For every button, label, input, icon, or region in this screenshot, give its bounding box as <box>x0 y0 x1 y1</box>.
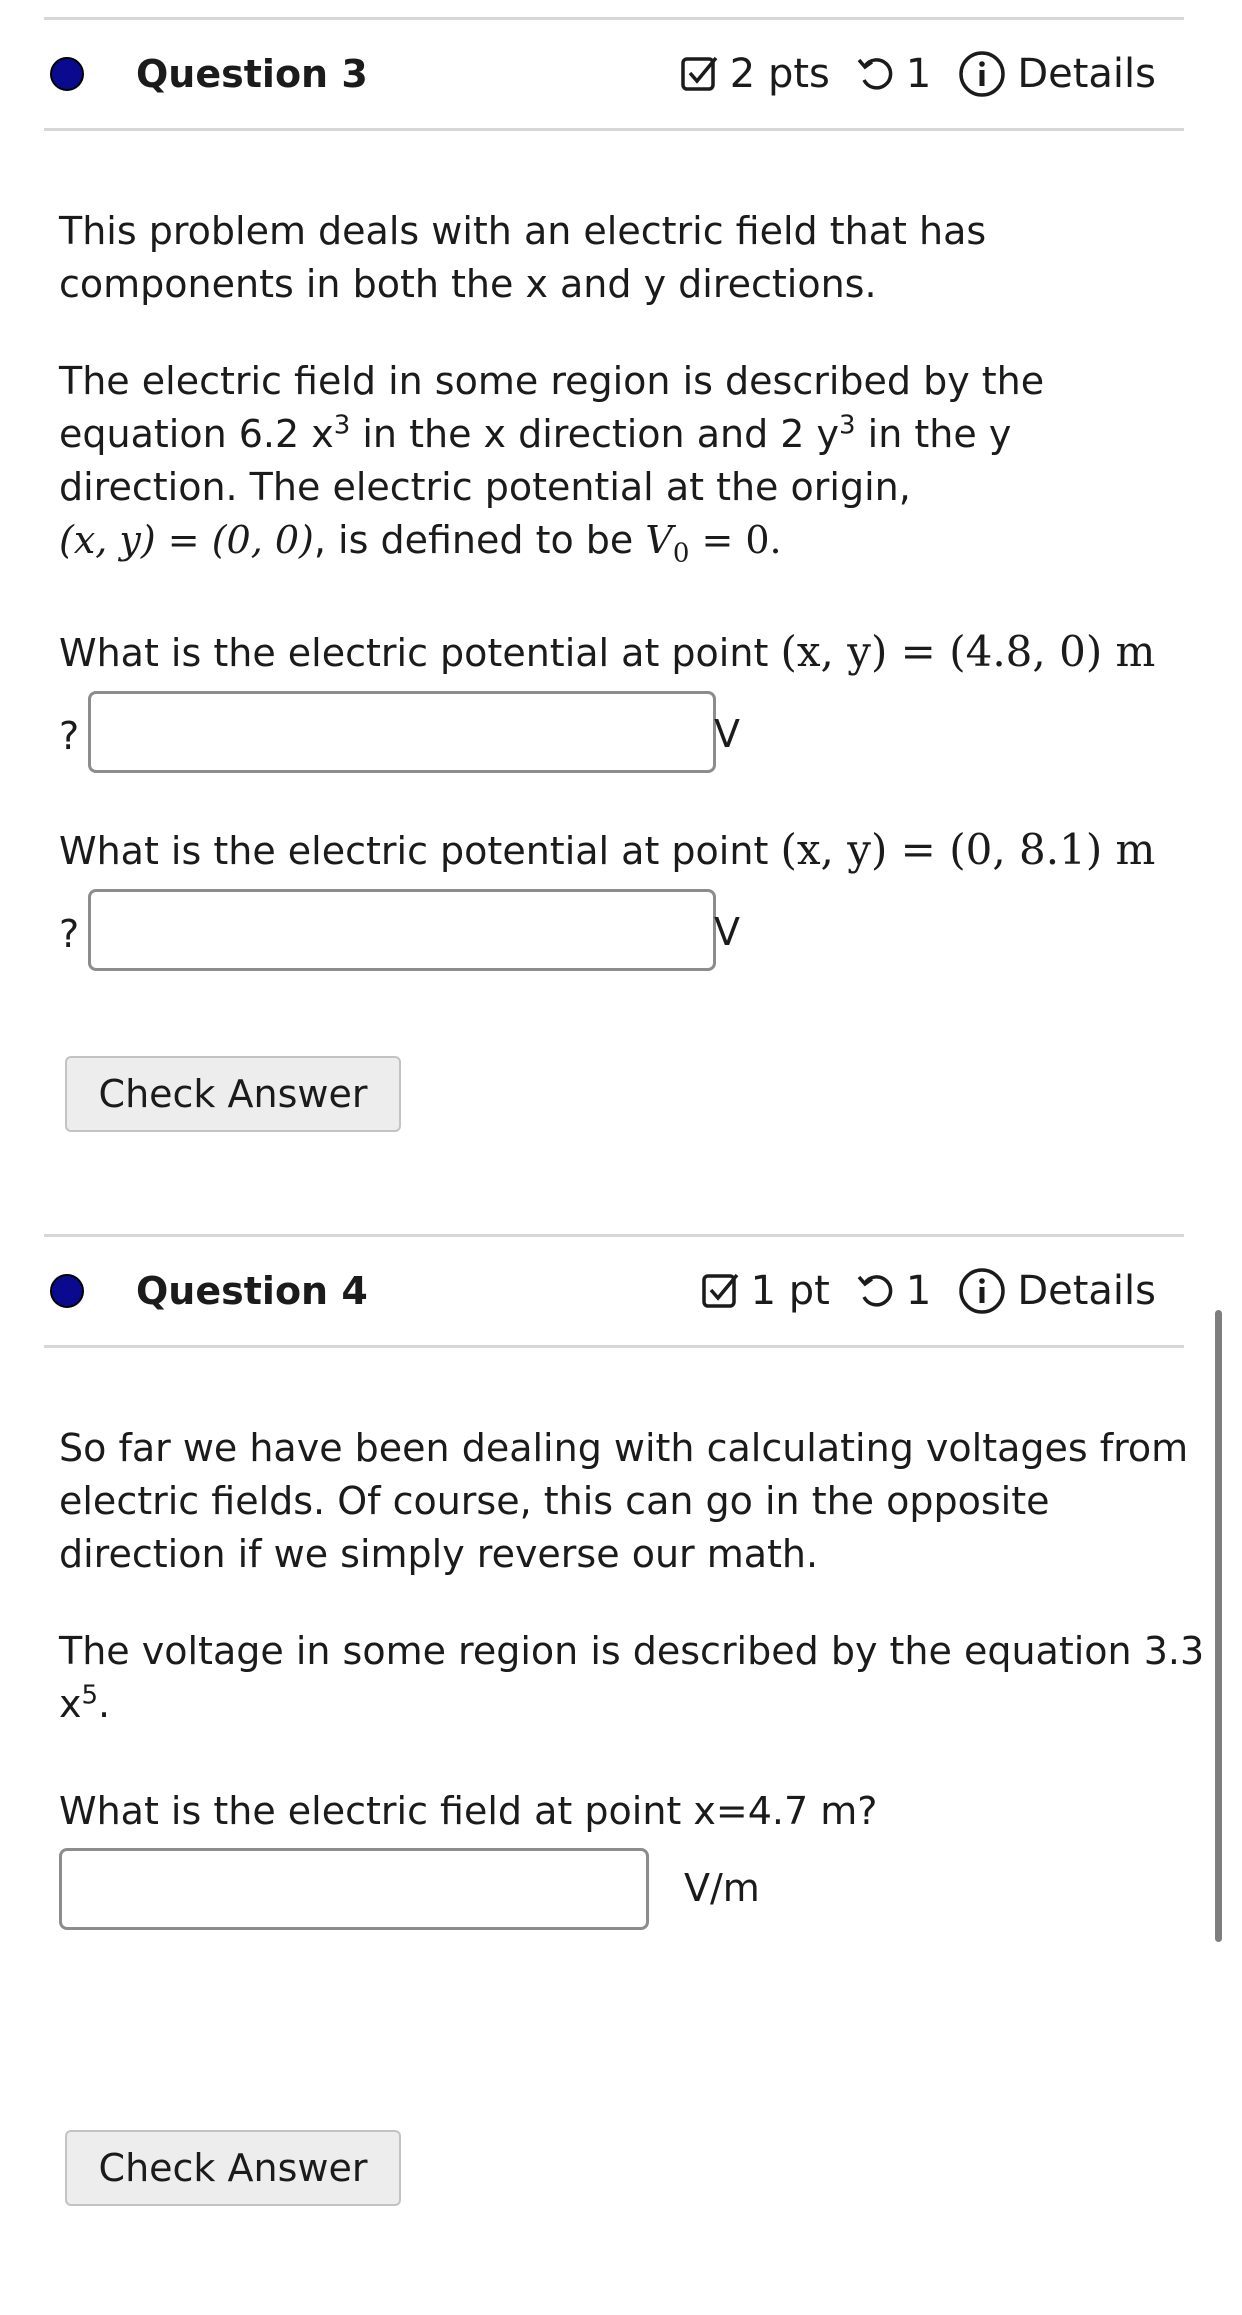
scrollbar[interactable] <box>1215 1310 1222 1942</box>
retry-count: 1 <box>905 1268 932 1314</box>
status-dot <box>50 1274 84 1308</box>
details-label: Details <box>1017 1268 1156 1314</box>
details-button[interactable] <box>957 1266 1156 1316</box>
q4-answer-input[interactable] <box>59 1848 649 1930</box>
points-badge <box>701 1268 830 1314</box>
q4-intro: So far we have been dealing with calculating voltages from electric fields. Of course, this can go in the opposite direction if we simply reverse our math. <box>59 1426 1189 1576</box>
question-3-header <box>44 17 1184 131</box>
points-badge <box>680 51 830 97</box>
retry-icon <box>856 1271 896 1311</box>
question-3-section <box>44 17 1184 131</box>
question-4-section <box>44 1234 1184 1348</box>
retry-count: 1 <box>905 51 932 97</box>
info-icon <box>957 49 1007 99</box>
q4-unit: V/m <box>684 1866 760 1910</box>
q4-description: The voltage in some region is described by the equation 3.3 $x^5$. <box>59 1629 1205 1726</box>
points-label: 1 pt <box>750 1268 830 1314</box>
info-icon <box>957 1266 1007 1316</box>
points-label: 2 pts <box>729 51 830 97</box>
checkbox-icon <box>680 54 720 94</box>
details-button[interactable] <box>957 49 1156 99</box>
checkbox-icon <box>701 1271 741 1311</box>
q3-part2-answer-input[interactable] <box>88 889 716 971</box>
q3-part2-prompt: What is the electric potential at point (x, y) = (0, 8.1) m <box>59 825 1156 874</box>
question-4-header <box>44 1234 1184 1348</box>
retry-button[interactable] <box>856 1268 931 1314</box>
q3-intro: This problem deals with an electric field that has components in both the x and y directions. <box>59 209 987 306</box>
q3-part2-unit: V <box>714 910 740 954</box>
retry-button[interactable] <box>856 51 931 97</box>
q3-part1-answer-input[interactable] <box>88 691 716 773</box>
q3-part2-qmark: ? <box>59 912 80 956</box>
details-label: Details <box>1017 51 1156 97</box>
q3-part1-qmark: ? <box>59 714 80 758</box>
q3-part1-unit: V <box>714 712 740 756</box>
q3-part1-prompt: What is the electric potential at point (x, y) = (4.8, 0) m <box>59 627 1156 676</box>
q4-check-answer-button[interactable]: Check Answer <box>65 2130 401 2206</box>
question-title: Question 3 <box>136 52 368 96</box>
question-title: Question 4 <box>136 1269 368 1313</box>
q3-description: The electric field in some region is described by the equation 6.2 $x^3$ in the x direction and 2 $y^3$ in the y direction. The electric potential at the origin, (x, y) = (0, 0), is defined to be $V_0 = 0$. <box>59 359 1045 569</box>
status-dot <box>50 57 84 91</box>
q4-prompt: What is the electric field at point x=4.7 m? <box>59 1789 878 1833</box>
retry-icon <box>856 54 896 94</box>
q3-check-answer-button[interactable]: Check Answer <box>65 1056 401 1132</box>
